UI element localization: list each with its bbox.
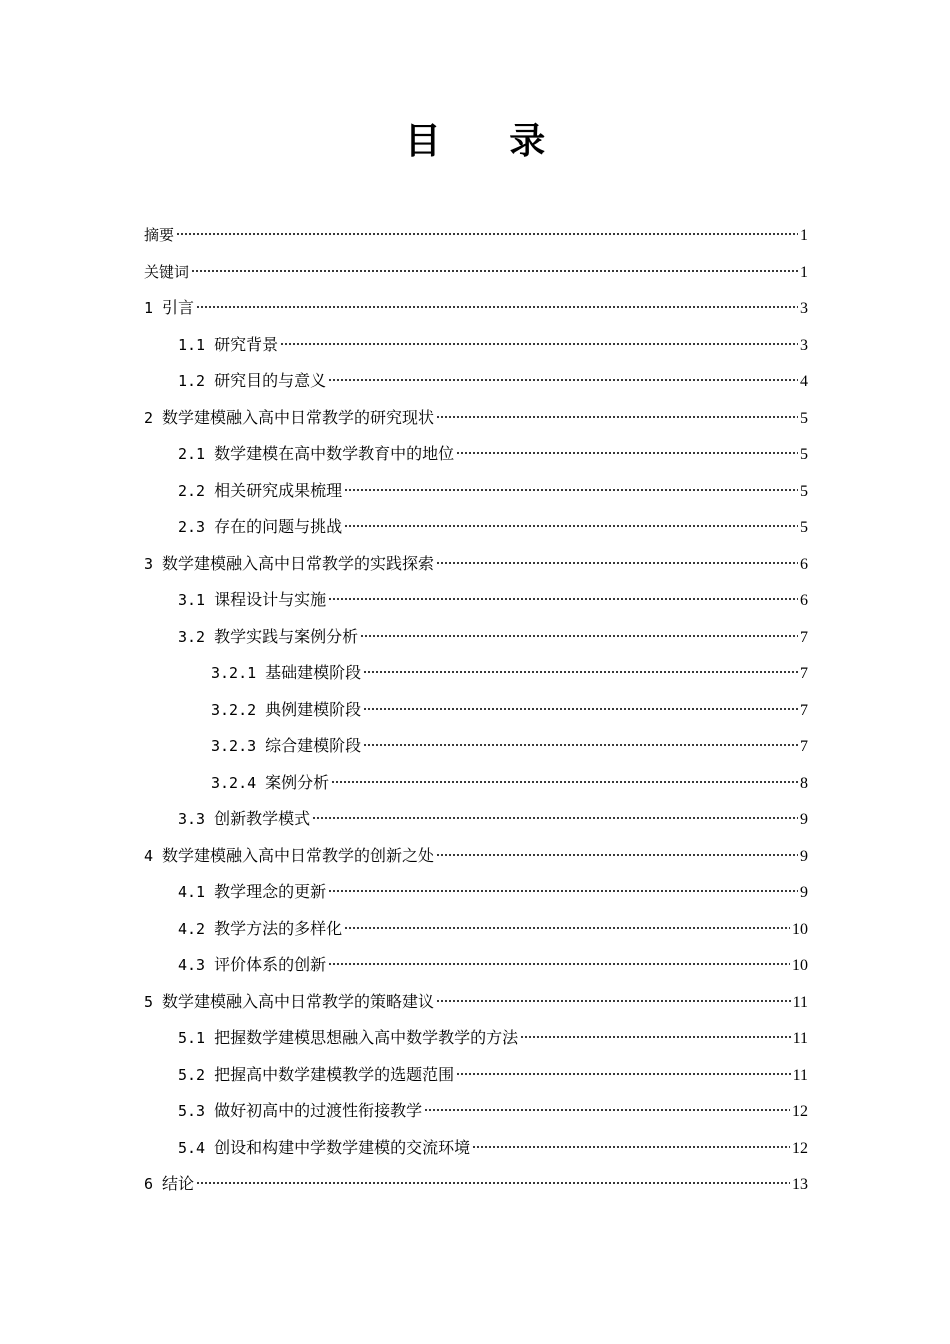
- dot-leader: [436, 414, 798, 420]
- page-title: 目 录: [404, 121, 574, 162]
- toc-entry-label: 数学建模融入高中日常教学的策略建议: [162, 991, 435, 1011]
- toc-entry[interactable]: [144, 327, 808, 364]
- toc-entry-label: 教学方法的多样化: [214, 918, 343, 938]
- toc-entry[interactable]: [144, 363, 808, 400]
- toc-entry-page-number: 5: [800, 446, 808, 463]
- dot-leader: [176, 231, 798, 237]
- toc-entry-label: 相关研究成果梳理: [214, 480, 343, 500]
- toc-entry-number: 4.1: [178, 883, 206, 901]
- dot-leader: [424, 1107, 790, 1113]
- toc-entry[interactable]: [144, 619, 808, 656]
- dot-leader: [328, 596, 798, 602]
- toc-entry-page-number: 11: [792, 1030, 808, 1047]
- dot-leader: [191, 268, 798, 274]
- toc-entry-page-number: 3: [800, 300, 808, 317]
- toc-entry-page-number: 5: [800, 482, 808, 500]
- dot-leader: [436, 560, 798, 566]
- dot-leader: [280, 341, 798, 347]
- dot-leader: [456, 1071, 790, 1077]
- dot-leader: [312, 815, 798, 821]
- toc-entry[interactable]: [144, 1166, 808, 1203]
- toc-entry-label: 综合建模阶段: [265, 736, 362, 755]
- toc-entry-label: 案例分析: [265, 772, 330, 792]
- toc-entry-number: 3: [144, 554, 154, 573]
- toc-entry-page-number: 7: [800, 628, 808, 646]
- toc-entry[interactable]: [144, 290, 808, 327]
- toc-entry[interactable]: [144, 509, 808, 546]
- dot-leader: [331, 779, 798, 785]
- toc-entry-page-number: 11: [792, 993, 808, 1011]
- toc-entry-number: 3.2.4: [211, 773, 257, 792]
- toc-entry-number: 1: [144, 299, 154, 317]
- toc-entry-number: 4: [144, 846, 154, 865]
- dot-leader: [328, 377, 798, 383]
- toc-entry[interactable]: [144, 1057, 808, 1094]
- toc-entry-number: 5.4: [178, 1138, 206, 1157]
- toc-entry-page-number: 9: [800, 847, 808, 865]
- dot-leader: [328, 888, 798, 894]
- toc-entry-number: 4.3: [178, 956, 206, 974]
- dot-leader: [196, 1180, 790, 1186]
- toc-entry-number: 3.3: [178, 810, 206, 828]
- dot-leader: [520, 1034, 790, 1040]
- dot-leader: [344, 523, 798, 529]
- toc-entry-label: 做好初高中的过渡性衔接教学: [214, 1101, 423, 1120]
- toc-entry-number: 3.2.1: [211, 664, 257, 682]
- toc-entry-number: 1.1: [178, 335, 206, 354]
- dot-leader: [328, 961, 790, 967]
- toc-entry-page-number: 1: [800, 227, 808, 244]
- toc-entry-page-number: 11: [792, 1066, 808, 1084]
- toc-entry[interactable]: [144, 655, 808, 692]
- toc-entry[interactable]: [144, 728, 808, 765]
- dot-leader: [363, 706, 798, 712]
- toc-entry-page-number: 7: [800, 701, 808, 719]
- toc-entry-page-number: 5: [800, 409, 808, 427]
- dot-leader: [436, 852, 798, 858]
- toc-entry-number: 2.2: [178, 481, 206, 500]
- toc-entry-page-number: 1: [800, 263, 808, 281]
- toc-entry-page-number: 7: [800, 738, 808, 755]
- toc-entry-page-number: 6: [800, 555, 808, 573]
- toc-entry-label: 数学建模在高中数学教育中的地位: [214, 444, 455, 463]
- toc-entry-label: 数学建模融入高中日常教学的研究现状: [162, 407, 435, 427]
- toc-entry-number: 4.2: [178, 919, 206, 938]
- toc-entry-page-number: 9: [800, 884, 808, 901]
- table-of-contents: [144, 217, 808, 1203]
- toc-entry-label: 教学理念的更新: [214, 882, 327, 901]
- toc-entry[interactable]: [144, 838, 808, 875]
- toc-entry-number: 2: [144, 408, 154, 427]
- dot-leader: [196, 304, 798, 310]
- toc-entry-number: 3.2: [178, 627, 206, 646]
- toc-entry[interactable]: [144, 911, 808, 948]
- dot-leader: [436, 998, 791, 1004]
- toc-entry[interactable]: [144, 217, 808, 254]
- toc-entry-label: 课程设计与实施: [214, 590, 327, 609]
- toc-entry[interactable]: [144, 874, 808, 911]
- toc-entry-number: 5: [144, 992, 154, 1011]
- toc-entry[interactable]: [144, 400, 808, 437]
- toc-entry-number: 2.1: [178, 445, 206, 463]
- toc-entry-label: 研究目的与意义: [214, 371, 327, 390]
- toc-entry[interactable]: [144, 546, 808, 583]
- toc-entry-number: 2.3: [178, 518, 206, 536]
- toc-entry[interactable]: [144, 582, 808, 619]
- toc-entry-label: 数学建模融入高中日常教学的实践探索: [162, 553, 435, 573]
- toc-entry-label: 教学实践与案例分析: [214, 626, 359, 646]
- toc-entry-label: 结论: [162, 1174, 195, 1193]
- toc-entry-page-number: 12: [792, 1103, 808, 1120]
- dot-leader: [360, 633, 798, 639]
- toc-entry-page-number: 5: [800, 519, 808, 536]
- toc-entry-label: 存在的问题与挑战: [214, 517, 343, 536]
- toc-entry-page-number: 4: [800, 373, 808, 390]
- dot-leader: [472, 1144, 790, 1150]
- toc-entry-page-number: 10: [792, 957, 808, 974]
- toc-entry-label: 把握数学建模思想融入高中数学教学的方法: [214, 1028, 519, 1047]
- toc-entry[interactable]: [144, 692, 808, 729]
- toc-entry-number: 5.2: [178, 1065, 206, 1084]
- toc-entry-number: 5.1: [178, 1029, 206, 1047]
- dot-leader: [363, 742, 798, 748]
- toc-entry[interactable]: [144, 984, 808, 1021]
- toc-entry-page-number: 13: [792, 1176, 808, 1193]
- toc-entry-number: 3.2.3: [211, 737, 257, 755]
- toc-entry-label: 关键词: [144, 262, 190, 281]
- toc-entry[interactable]: [144, 801, 808, 838]
- toc-entry-number: 1.2: [178, 372, 206, 390]
- toc-entry-label: 引言: [162, 298, 195, 317]
- toc-entry-page-number: 12: [792, 1139, 808, 1157]
- toc-entry[interactable]: [144, 436, 808, 473]
- toc-entry-label: 摘要: [144, 226, 175, 244]
- toc-entry-label: 把握高中数学建模教学的选题范围: [214, 1064, 455, 1084]
- dot-leader: [344, 925, 790, 931]
- toc-entry-page-number: 3: [800, 336, 808, 354]
- toc-entry-label: 基础建模阶段: [265, 663, 362, 682]
- toc-entry-label: 创新教学模式: [214, 809, 311, 828]
- toc-entry[interactable]: [144, 947, 808, 984]
- toc-entry[interactable]: [144, 1130, 808, 1167]
- toc-entry[interactable]: [144, 254, 808, 291]
- dot-leader: [363, 669, 798, 675]
- toc-entry-number: 3.1: [178, 591, 206, 609]
- toc-entry[interactable]: [144, 1093, 808, 1130]
- toc-entry-number: 5.3: [178, 1102, 206, 1120]
- toc-entry-number: 6: [144, 1175, 154, 1193]
- toc-entry[interactable]: [144, 473, 808, 510]
- dot-leader: [456, 450, 798, 456]
- toc-entry-label: 数学建模融入高中日常教学的创新之处: [162, 845, 435, 865]
- toc-entry-label: 典例建模阶段: [265, 699, 362, 719]
- toc-entry-label: 评价体系的创新: [214, 955, 327, 974]
- toc-entry-number: 3.2.2: [211, 700, 257, 719]
- toc-entry-label: 研究背景: [214, 334, 279, 354]
- toc-entry-label: 创设和构建中学数学建模的交流环境: [214, 1137, 471, 1157]
- dot-leader: [344, 487, 798, 493]
- toc-entry-page-number: 7: [800, 665, 808, 682]
- toc-entry-page-number: 6: [800, 592, 808, 609]
- toc-entry-page-number: 8: [800, 774, 808, 792]
- toc-entry-page-number: 10: [792, 920, 808, 938]
- toc-entry[interactable]: [144, 765, 808, 802]
- toc-entry-page-number: 9: [800, 811, 808, 828]
- toc-entry[interactable]: [144, 1020, 808, 1057]
